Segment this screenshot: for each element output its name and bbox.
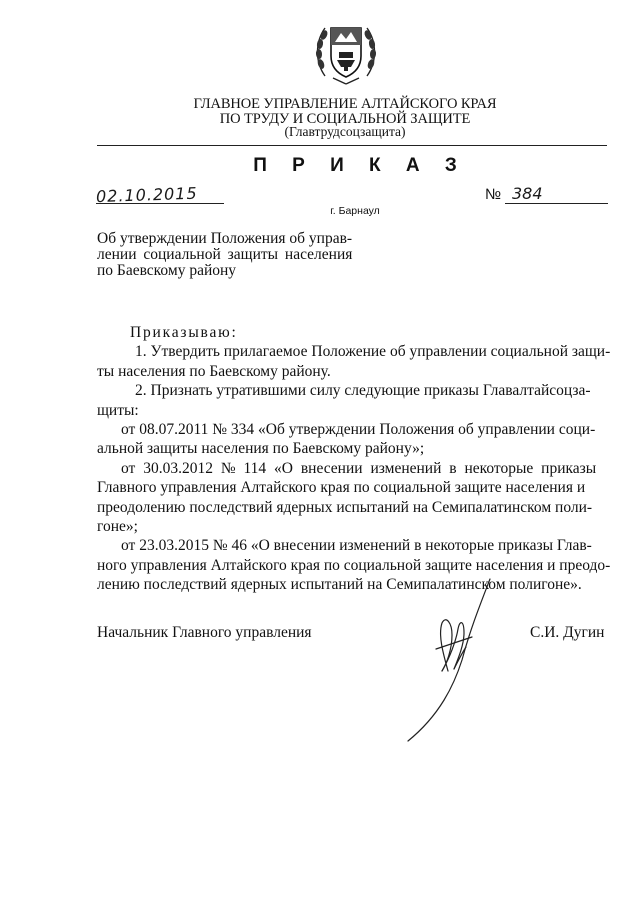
body-intro: Приказываю: (130, 324, 238, 341)
org-short-name: (Главтрудсоцзащита) (284, 124, 406, 139)
document-city: г. Барнаул (330, 205, 380, 217)
body-paragraph-line: гоне»; (97, 518, 138, 536)
subject-line: Об утверждении Положения об управ- (97, 230, 353, 247)
subject-line: лении социальной защиты населения (97, 246, 353, 263)
body-paragraph-line: ного управления Алтайского края по социальной защите населения и преодо- (97, 556, 611, 574)
signer-position: Начальник Главного управления (97, 624, 312, 641)
body-paragraph-line: преодолению последствий ядерных испытаний на Семипалатинском поли- (97, 498, 593, 516)
body-paragraph-line: Главного управления Алтайского края по социальной защите населения и (97, 479, 586, 497)
org-name-line-1: ГЛАВНОЕ УПРАВЛЕНИЕ АЛТАЙСКОГО КРАЯ (193, 96, 497, 112)
handwritten-signature-icon (396, 575, 506, 745)
body-paragraph-line: 2. Признать утратившими силу следующие приказы Главалтайсоцза- (135, 382, 591, 400)
body-paragraph-line: лению последствий ядерных испытаний на Семипалатинском полигоне». (97, 576, 582, 594)
document-number: 384 (512, 184, 543, 203)
body-paragraph-line: от 08.07.2011 № 334 «Об утверждении Положения об управлении соци- (121, 421, 596, 439)
header-divider (97, 145, 607, 146)
body-paragraph-line: щиты: (97, 401, 139, 419)
org-name-line-2: ПО ТРУДУ И СОЦИАЛЬНОЙ ЗАЩИТЕ (219, 111, 471, 127)
date-underline (96, 203, 224, 204)
number-label: № (485, 186, 502, 203)
signer-name: С.И. Дугин (530, 624, 605, 641)
subject-line: по Баевскому району (97, 262, 237, 279)
number-underline (505, 203, 608, 204)
body-paragraph-line: альной защиты населения по Баевскому району»; (97, 440, 425, 458)
body-paragraph-line: от 30.03.2012 № 114 «О внесении изменений в некоторые приказы (121, 459, 597, 477)
document-body (97, 323, 611, 595)
document-subject (97, 231, 362, 279)
document-date: 02.10.2015 (95, 183, 198, 207)
body-paragraph-line: ты населения по Баевскому району. (97, 362, 331, 380)
body-paragraph-line: от 23.03.2015 № 46 «О внесении изменений в некоторые приказы Глав- (121, 537, 592, 555)
document-title: П Р И К А З (253, 155, 467, 176)
coat-of-arms-emblem-icon (313, 18, 379, 90)
body-paragraph-line: 1. Утвердить прилагаемое Положение об управлении социальной защи- (135, 343, 611, 361)
